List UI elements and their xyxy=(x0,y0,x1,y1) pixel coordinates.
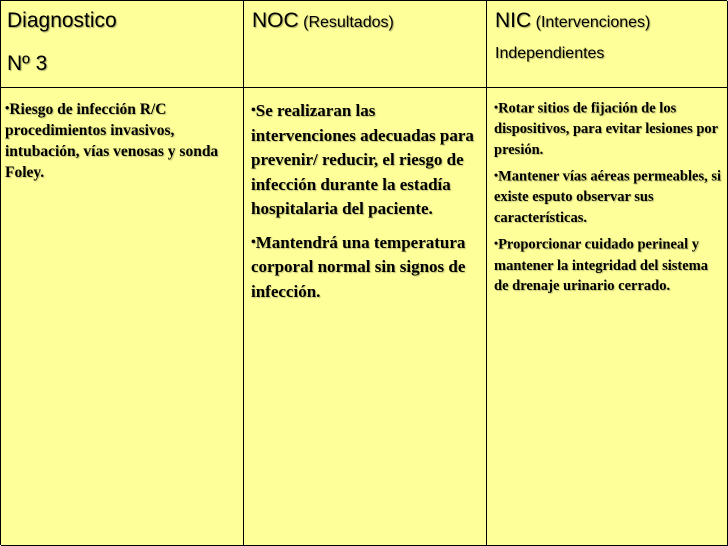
bullet-icon: • xyxy=(5,101,10,115)
table-header-row xyxy=(1,1,728,88)
list-item xyxy=(5,98,241,183)
noc-list xyxy=(251,98,483,312)
nic-text-1: Rotar sitios de fijación de los dispositivos, para evitar lesiones por presión. xyxy=(494,100,718,158)
list-item xyxy=(494,98,726,160)
header-cell-noc xyxy=(244,1,487,88)
table-body-row xyxy=(1,88,728,546)
body-cell-nic xyxy=(487,88,728,546)
diagnostico-list xyxy=(5,98,241,189)
nic-list xyxy=(494,98,726,303)
list-item xyxy=(251,230,483,305)
list-item xyxy=(251,98,483,222)
header-diagnostico-number: Nº 3 xyxy=(7,52,48,75)
header-diagnostico-title: Diagnostico xyxy=(7,9,117,32)
list-item xyxy=(494,234,726,296)
nic-text-3: Proporcionar cuidado perineal y mantener la integridad del sistema de drenaje urinario cerrado. xyxy=(494,237,708,295)
diagnostico-text: Riesgo de infección R/C procedimientos invasivos, intubación, vías venosas y sonda Foley. xyxy=(5,100,219,181)
header-noc-title: NOC xyxy=(252,9,299,32)
bullet-icon: • xyxy=(251,102,256,117)
header-cell-nic xyxy=(487,1,728,88)
header-nic-independientes: Independientes xyxy=(495,45,605,62)
nic-text-2: Mantener vías aéreas permeables, si existe esputo observar sus características. xyxy=(494,168,722,226)
header-nic-subtitle: (Intervenciones) xyxy=(535,14,651,31)
noc-text-2: Mantendrá una temperatura corporal normal sin signos de infección. xyxy=(251,232,466,301)
bullet-icon: • xyxy=(494,101,499,114)
noc-text-1: Se realizaran las intervenciones adecuadas para prevenir/ reducir, el riesgo de infección durante la estadía hospitalaria del paciente. xyxy=(251,101,474,219)
list-item xyxy=(494,166,726,228)
header-cell-diagnostico xyxy=(1,1,244,88)
bullet-icon: • xyxy=(494,237,499,251)
body-cell-diagnostico xyxy=(1,88,244,546)
bullet-icon: • xyxy=(494,169,499,183)
header-nic xyxy=(495,9,650,33)
header-noc-subtitle: (Resultados) xyxy=(303,14,394,31)
header-noc xyxy=(252,9,394,33)
body-cell-noc xyxy=(244,88,487,546)
header-nic-title: NIC xyxy=(495,9,532,32)
bullet-icon: • xyxy=(251,233,256,249)
